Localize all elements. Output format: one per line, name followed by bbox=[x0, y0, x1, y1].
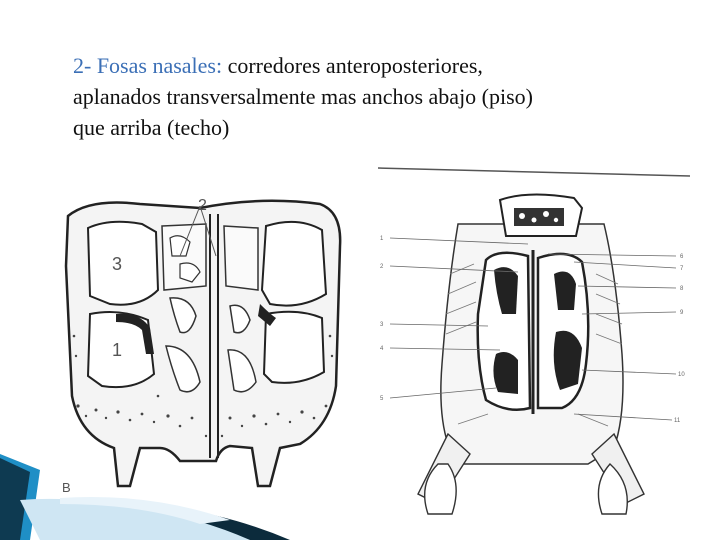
leader-number-6: 6 bbox=[680, 254, 684, 260]
body-text-3: que arriba (techo) bbox=[73, 115, 230, 140]
panel-label: B bbox=[62, 480, 71, 495]
leader-number-11: 11 bbox=[674, 418, 681, 424]
leader-number-1: 1 bbox=[380, 236, 384, 242]
leader-number-7: 7 bbox=[680, 266, 684, 272]
section-heading: 2- Fosas nasales: bbox=[73, 53, 223, 78]
figure-label-1: 1 bbox=[112, 340, 123, 360]
leader-number-8: 8 bbox=[680, 286, 684, 292]
leader-number-5: 5 bbox=[380, 396, 384, 402]
decorative-swoosh bbox=[0, 440, 420, 540]
body-text-1: corredores anteroposteriores, bbox=[222, 53, 483, 78]
leader-number-10: 10 bbox=[678, 372, 685, 378]
leader-number-9: 9 bbox=[680, 310, 684, 316]
choanae-figure bbox=[378, 164, 694, 518]
leader-number-3: 3 bbox=[380, 322, 384, 328]
figure-label-3: 3 bbox=[112, 254, 123, 274]
slide-text bbox=[73, 50, 703, 143]
leader-number-2: 2 bbox=[380, 264, 384, 270]
leader-number-4: 4 bbox=[380, 346, 384, 352]
text-line-1 bbox=[73, 50, 703, 81]
body-text-2: aplanados transversalmente mas anchos abajo (piso) bbox=[73, 84, 534, 109]
figure-label-2: 2 bbox=[198, 197, 207, 214]
